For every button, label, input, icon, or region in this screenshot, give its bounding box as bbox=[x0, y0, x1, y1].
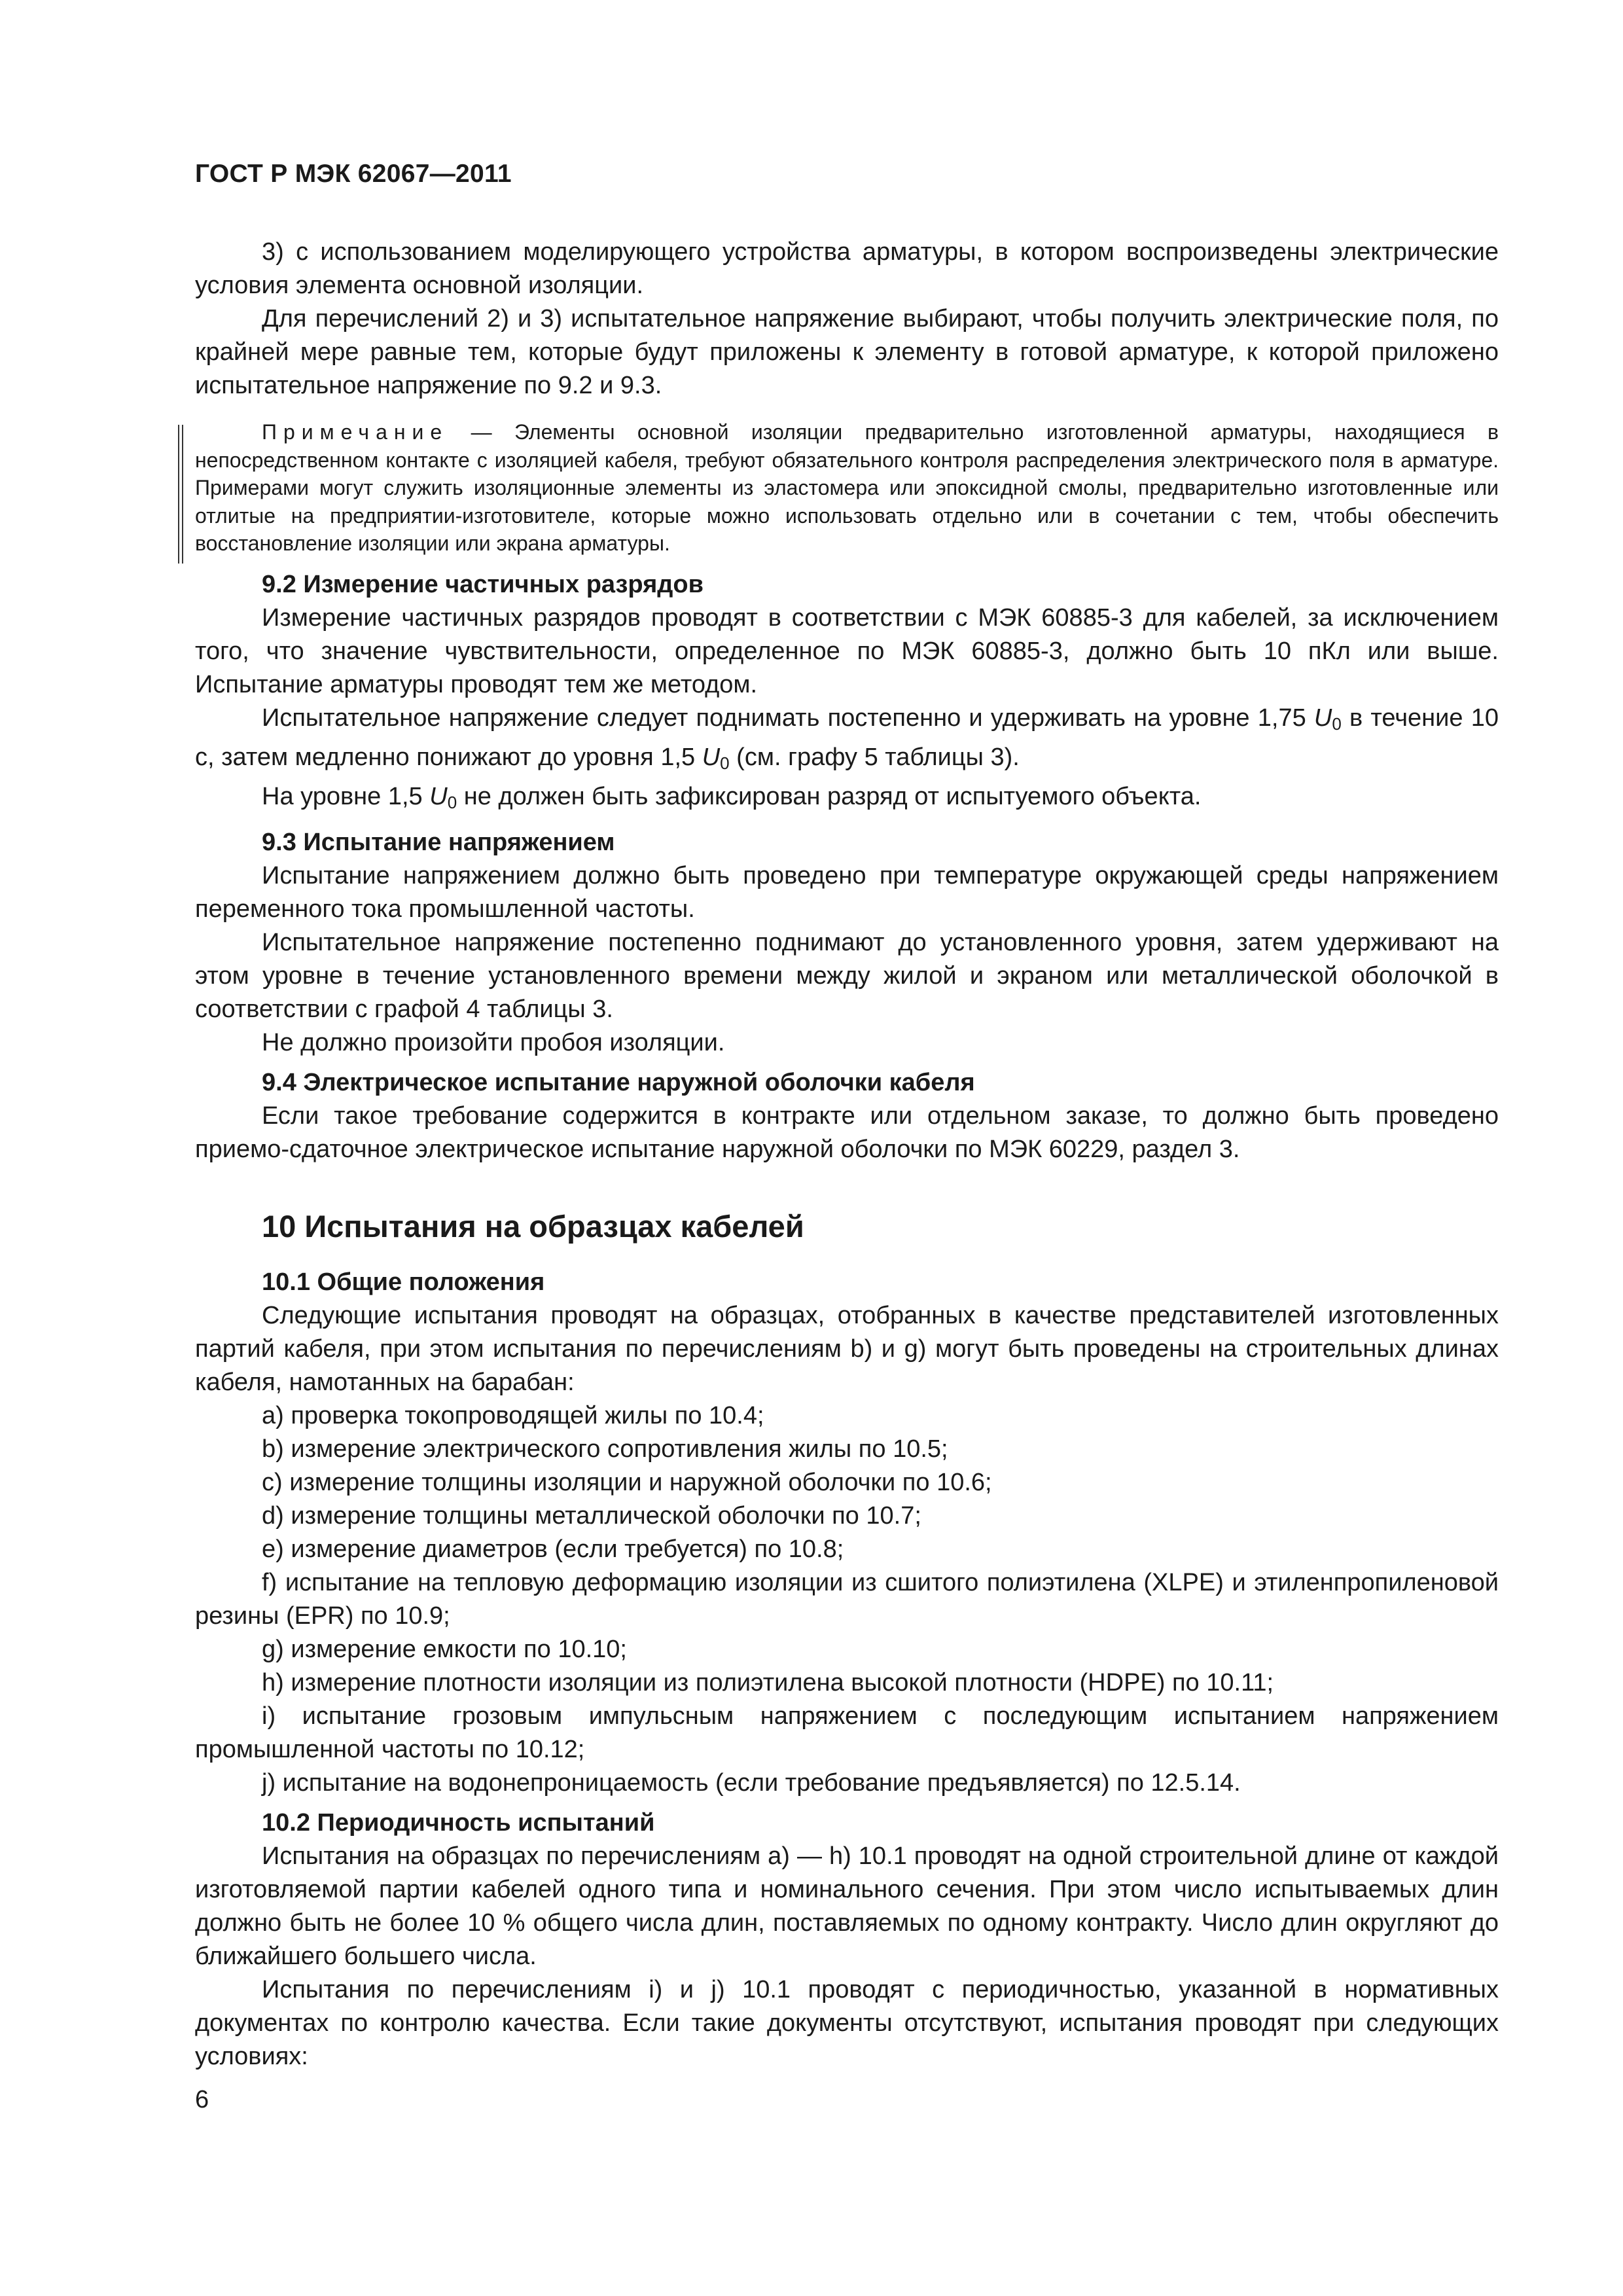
list-item: g) измерение емкости по 10.10; bbox=[262, 1635, 627, 1663]
paragraph: Если такое требование содержится в контракте или отдельном заказе, то должно быть проведено приемо-сдаточное электрическое испытание наружной оболочки по МЭК 60229, раздел 3. bbox=[195, 1102, 1499, 1163]
change-bar bbox=[178, 425, 183, 564]
section-heading-9-3: 9.3 Испытание напряжением bbox=[262, 828, 615, 856]
list-item: j) испытание на водонепроницаемость (если требование предъявляется) по 12.5.14. bbox=[262, 1768, 1241, 1797]
list-item: d) измерение толщины металлической оболочки по 10.7; bbox=[262, 1501, 921, 1530]
list-item: e) измерение диаметров (если требуется) по 10.8; bbox=[262, 1535, 844, 1563]
note-block bbox=[195, 418, 1499, 558]
list-item: f) испытание на тепловую деформацию изоляции из сшитого полиэтилена (XLPE) и этиленпропиленовой резины (EPR) по 10.9; bbox=[195, 1568, 1499, 1630]
section-heading-10-2: 10.2 Периодичность испытаний bbox=[262, 1808, 655, 1837]
list-item: i) испытание грозовым импульсным напряжением с последующим испытанием напряжением промышленной частоты по 10.12; bbox=[195, 1702, 1499, 1763]
paragraph: Испытательное напряжение постепенно поднимают до установленного уровня, затем удерживают на этом уровне в течение установленного времени между жилой и экраном или металлической оболочкой в соответствии с графой 4 таблицы 3. bbox=[195, 928, 1499, 1023]
page-number: 6 bbox=[195, 2086, 209, 2113]
paragraph: 3) с использованием моделирующего устройства арматуры, в котором воспроизведены электрические условия элемента основной изоляции. bbox=[195, 238, 1499, 299]
paragraph: Испытательное напряжение следует поднимать постепенно и удерживать на уровне 1,75 $U_0$ в течение 10 с, затем медленно понижают до уровня 1,5 $U_0$ (см. графу 5 таблицы 3). bbox=[195, 704, 1499, 773]
note-lead: Примечание bbox=[262, 420, 449, 444]
note-text bbox=[195, 418, 1499, 558]
paragraph: Испытания на образцах по перечислениям a) — h) 10.1 проводят на одной строительной длине от каждой изготовляемой партии кабелей одного типа и номинального сечения. При этом число испытываемых длин должно быть не более 10 % общего числа длин, поставляемых по одному контракту. Число длин округляют до ближайшего большего числа. bbox=[195, 1842, 1499, 1970]
paragraph: На уровне 1,5 $U_0$ не должен быть зафиксирован разряд от испытуемого объекта. bbox=[262, 782, 1202, 812]
document-header: ГОСТ Р МЭК 62067—2011 bbox=[195, 160, 512, 188]
list-item: c) измерение толщины изоляции и наружной оболочки по 10.6; bbox=[262, 1468, 992, 1496]
section-heading-10-1: 10.1 Общие положения bbox=[262, 1268, 545, 1296]
document-body bbox=[195, 236, 1499, 2073]
paragraph: Испытание напряжением должно быть проведено при температуре окружающей среды напряжением переменного тока промышленной частоты. bbox=[195, 861, 1499, 923]
paragraph: Следующие испытания проводят на образцах, отобранных в качестве представителей изготовленных партий кабеля, при этом испытания по перечислениям b) и g) могут быть проведены на строительных длинах кабеля, намотанных на барабан: bbox=[195, 1301, 1499, 1396]
paragraph: Не должно произойти пробоя изоляции. bbox=[262, 1028, 725, 1056]
section-heading-9-4: 9.4 Электрическое испытание наружной оболочки кабеля bbox=[262, 1068, 975, 1096]
chapter-heading-10: 10 Испытания на образцах кабелей bbox=[262, 1208, 804, 1244]
paragraph: Измерение частичных разрядов проводят в соответствии с МЭК 60885-3 для кабелей, за исключением того, что значение чувствительности, определенное по МЭК 60885-3, должно быть 10 пКл или выше. Испытание арматуры проводят тем же методом. bbox=[195, 603, 1499, 698]
paragraph: Для перечислений 2) и 3) испытательное напряжение выбирают, чтобы получить электрические поля, по крайней мере равные тем, которые будут приложены к элементу в готовой арматуре, к которой приложено испытательное напряжение по 9.2 и 9.3. bbox=[195, 305, 1499, 399]
section-heading-9-2: 9.2 Измерение частичных разрядов bbox=[262, 570, 704, 598]
list-item: a) проверка токопроводящей жилы по 10.4; bbox=[262, 1401, 764, 1429]
list-item: h) измерение плотности изоляции из полиэтилена высокой плотности (HDPE) по 10.11; bbox=[262, 1668, 1274, 1696]
paragraph: Испытания по перечислениям i) и j) 10.1 проводят с периодичностью, указанной в нормативных документах по контролю качества. Если такие документы отсутствуют, испытания проводят при следующих условиях: bbox=[195, 1975, 1499, 2070]
note-body: — Элементы основной изоляции предварительно изготовленной арматуры, находящиеся в непосредственном контакте с изоляцией кабеля, требуют обязательного контроля распределения электрического поля в арматуре. Примерами могут служить изоляционные элементы из эластомера или эпоксидной смолы, предварительно изготовленные или отлитые на предприятии-изготовителе, которые можно использовать отдельно или в сочетании с тем, чтобы обеспечить восстановление изоляции или экрана арматуры. bbox=[195, 420, 1499, 555]
list-item: b) измерение электрического сопротивления жилы по 10.5; bbox=[262, 1435, 948, 1463]
